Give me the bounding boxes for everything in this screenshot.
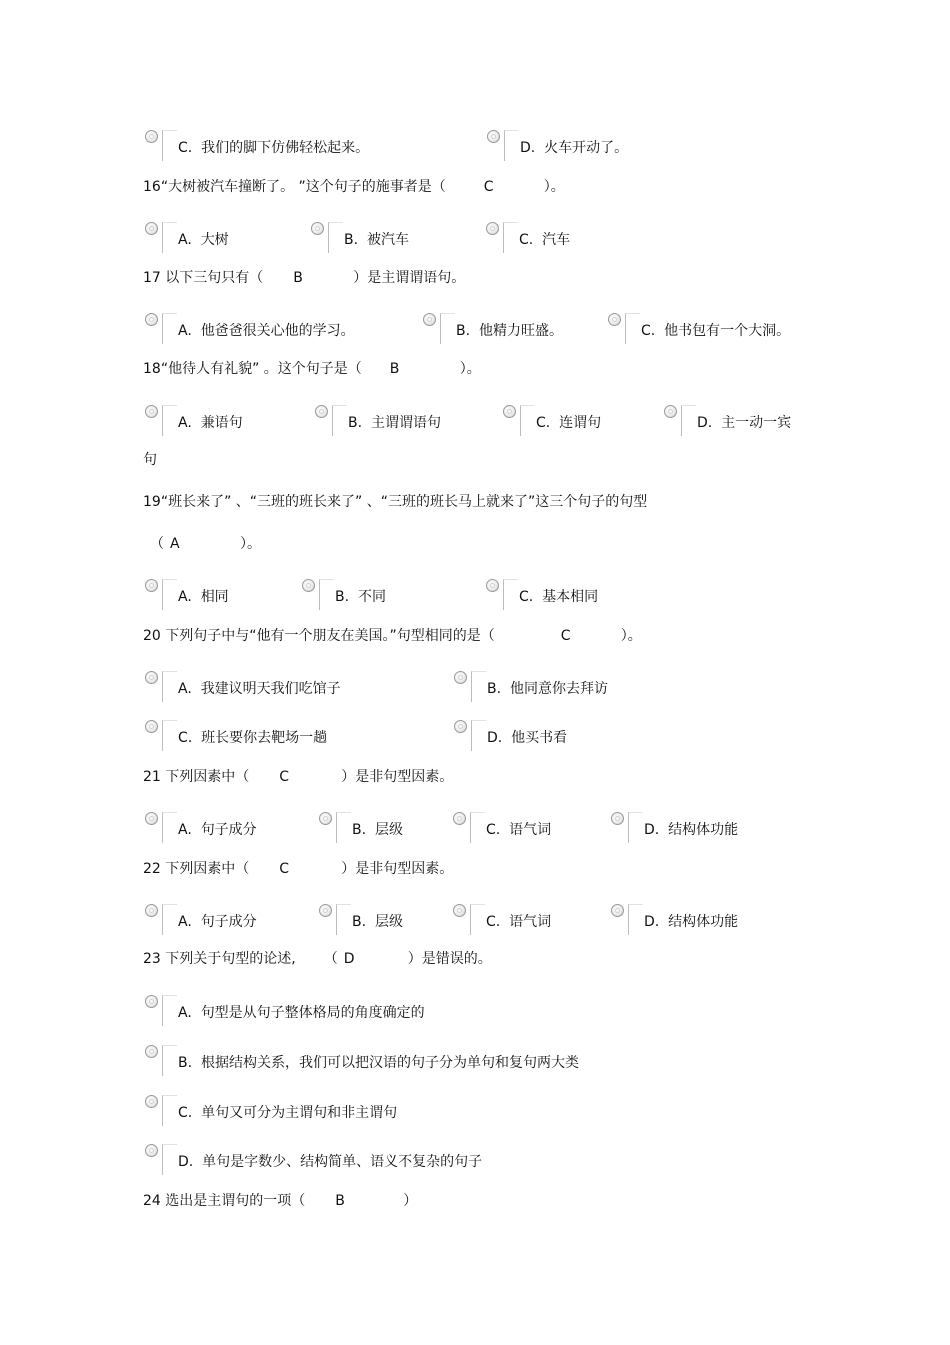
answer-23: D bbox=[343, 951, 355, 967]
question-18: 18“他待人有礼貌” 。这个句子是（ B ）。 bbox=[143, 361, 481, 377]
radio-button-icon[interactable] bbox=[145, 1095, 158, 1108]
radio-button-icon[interactable] bbox=[145, 313, 158, 326]
radio-button-icon[interactable] bbox=[487, 130, 500, 143]
answer-20: C bbox=[560, 628, 571, 644]
radio-button-icon[interactable] bbox=[302, 579, 315, 592]
question-19: 19“班长来了” 、“三班的班长来了” 、“三班的班长马上就来了”这三个句子的句型 bbox=[143, 494, 648, 510]
question-24: 24 选出是主谓句的一项（ B ） bbox=[143, 1193, 418, 1209]
radio-button-icon[interactable] bbox=[145, 1045, 158, 1058]
question-23: 23 下列关于句型的论述, （ D ）是错误的。 bbox=[143, 951, 492, 967]
radio-button-icon[interactable] bbox=[454, 720, 467, 733]
radio-button-icon[interactable] bbox=[319, 812, 332, 825]
radio-button-icon[interactable] bbox=[453, 904, 466, 917]
radio-button-icon[interactable] bbox=[453, 812, 466, 825]
question-19-answer-line: （ A ）。 bbox=[150, 536, 261, 552]
radio-button-icon[interactable] bbox=[145, 1144, 158, 1157]
radio-button-icon[interactable] bbox=[486, 579, 499, 592]
question-17: 17 以下三句只有（ B ）是主谓谓语句。 bbox=[143, 270, 466, 286]
answer-16: C bbox=[483, 179, 494, 195]
radio-button-icon[interactable] bbox=[611, 904, 624, 917]
radio-button-icon[interactable] bbox=[486, 222, 499, 235]
question-22: 22 下列因素中（ C ）是非句型因素。 bbox=[143, 861, 454, 877]
radio-button-icon[interactable] bbox=[145, 405, 158, 418]
question-21: 21 下列因素中（ C ）是非句型因素。 bbox=[143, 769, 454, 785]
answer-17: B bbox=[293, 270, 303, 286]
radio-button-icon[interactable] bbox=[454, 671, 467, 684]
radio-button-icon[interactable] bbox=[145, 904, 158, 917]
question-20: 20 下列句子中与“他有一个朋友在美国。”句型相同的是（ C ）。 bbox=[143, 628, 642, 644]
answer-19: A bbox=[170, 536, 180, 552]
radio-button-icon[interactable] bbox=[608, 313, 621, 326]
radio-button-icon[interactable] bbox=[145, 579, 158, 592]
radio-button-icon[interactable] bbox=[145, 671, 158, 684]
answer-24: B bbox=[335, 1193, 345, 1209]
answer-18: B bbox=[389, 361, 400, 377]
question-16: 16“大树被汽车撞断了。 ”这个句子的施事者是（ C ）。 bbox=[143, 179, 565, 195]
answer-21: C bbox=[279, 769, 290, 785]
radio-button-icon[interactable] bbox=[145, 130, 158, 143]
answer-22: C bbox=[279, 861, 290, 877]
radio-button-icon[interactable] bbox=[145, 720, 158, 733]
radio-button-icon[interactable] bbox=[319, 904, 332, 917]
radio-button-icon[interactable] bbox=[664, 405, 677, 418]
radio-button-icon[interactable] bbox=[315, 405, 328, 418]
radio-button-icon[interactable] bbox=[145, 995, 158, 1008]
radio-button-icon[interactable] bbox=[423, 313, 436, 326]
radio-button-icon[interactable] bbox=[145, 222, 158, 235]
radio-button-icon[interactable] bbox=[311, 222, 324, 235]
radio-button-icon[interactable] bbox=[145, 812, 158, 825]
q18-option-d-wrap: 句 bbox=[143, 452, 157, 468]
radio-button-icon[interactable] bbox=[611, 812, 624, 825]
radio-button-icon[interactable] bbox=[503, 405, 516, 418]
